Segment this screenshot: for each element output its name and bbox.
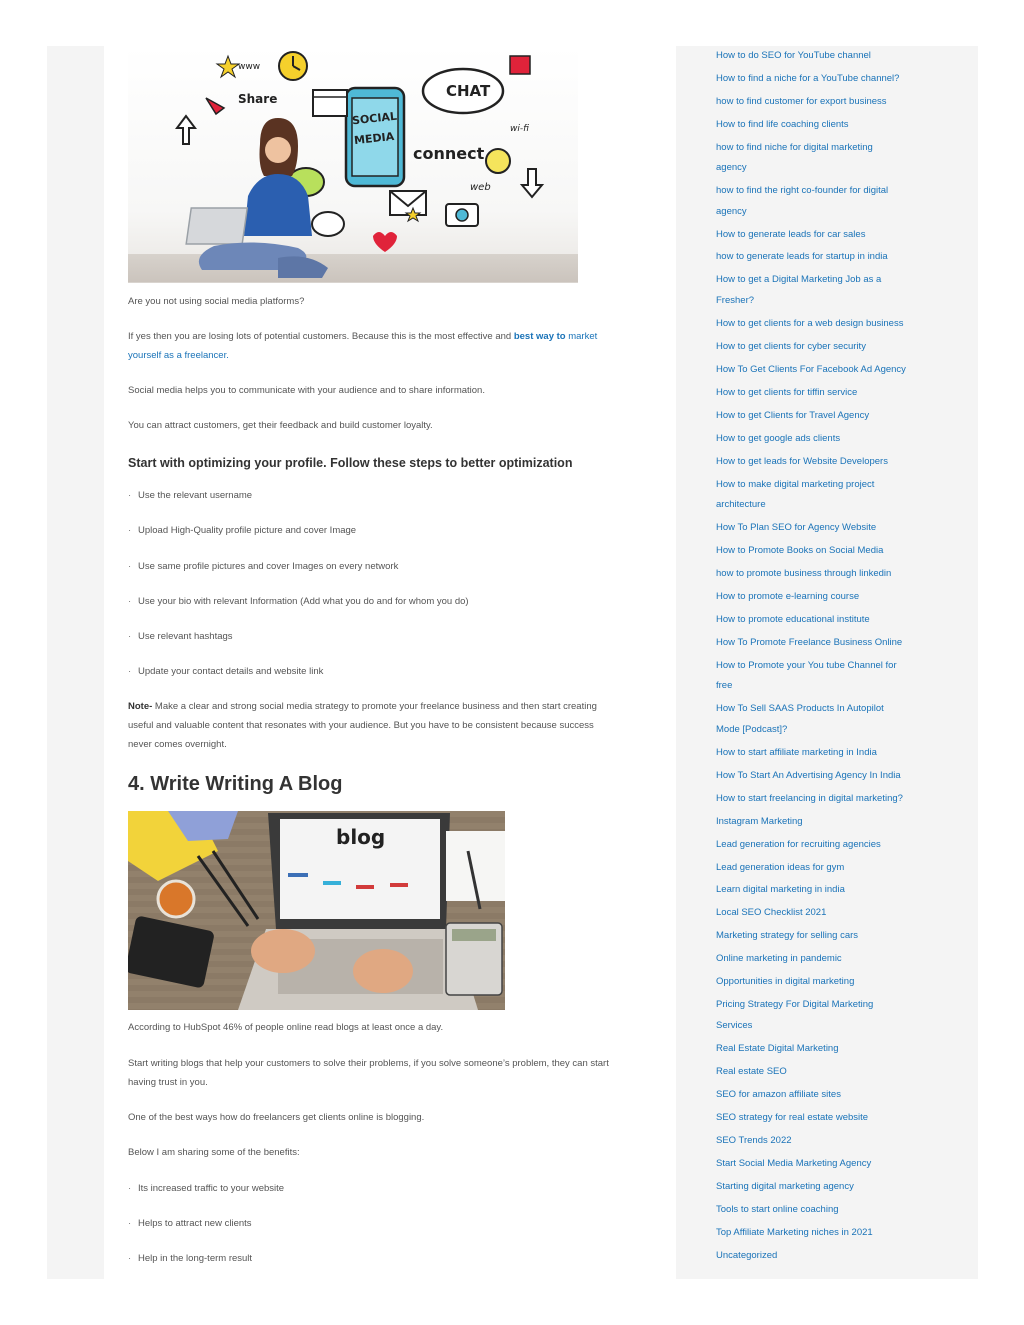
paragraph-not-using-social: Are you not using social media platforms? xyxy=(128,296,305,307)
sidebar-category-link[interactable]: How to get clients for tiffin service xyxy=(716,387,858,398)
sidebar-category-link[interactable]: How to get Clients for Travel Agency xyxy=(716,410,870,421)
sidebar-category-link[interactable]: How to start affiliate marketing in India xyxy=(716,747,877,758)
left-gutter xyxy=(47,46,104,1279)
sidebar-category-link[interactable]: Instagram Marketing xyxy=(716,816,803,827)
category-sidebar xyxy=(676,46,978,1279)
list-item: · Update your contact details and website link xyxy=(128,666,324,677)
sidebar-category-link[interactable]: how to find customer for export business xyxy=(716,96,887,107)
sidebar-category-link[interactable]: SEO for amazon affiliate sites xyxy=(716,1089,841,1100)
hero-word-connect: connect xyxy=(413,144,485,163)
hero-word-web: web xyxy=(470,182,491,193)
sidebar-category-link[interactable]: agency xyxy=(716,162,747,173)
sidebar-category-link[interactable]: Lead generation ideas for gym xyxy=(716,862,845,873)
sidebar-category-link[interactable]: architecture xyxy=(716,499,766,510)
paragraph-best-ways: One of the best ways how do freelancers get clients online is blogging. xyxy=(128,1112,425,1123)
sidebar-category-link[interactable]: Real estate SEO xyxy=(716,1066,787,1077)
write-blog-heading: 4. Write Writing A Blog xyxy=(128,773,343,795)
list-item: · Help in the long-term result xyxy=(128,1253,253,1264)
hero-word-www: www xyxy=(238,62,261,72)
list-item: · Use your bio with relevant Information (Add what you do and for whom you do) xyxy=(128,596,469,607)
sidebar-category-link[interactable]: How to generate leads for car sales xyxy=(716,229,866,240)
sidebar-category-link[interactable]: Starting digital marketing agency xyxy=(716,1181,854,1192)
blog-screen-word: blog xyxy=(336,825,386,849)
hero-word-social: SOCIAL xyxy=(351,109,398,128)
sidebar-category-link[interactable]: How to do SEO for YouTube channel xyxy=(716,50,871,61)
best-way-link[interactable]: best way to xyxy=(513,331,566,342)
sidebar-category-link[interactable]: Pricing Strategy For Digital Marketing xyxy=(716,999,874,1010)
paragraph-losing-customers: If yes then you are losing lots of potential customers. Because this is the most effective and best way to market yourself as a freelancer. xyxy=(128,331,598,361)
sidebar-category-link[interactable]: Lead generation for recruiting agencies xyxy=(716,839,881,850)
sidebar-category-link[interactable]: Opportunities in digital marketing xyxy=(716,976,855,987)
sidebar-category-link[interactable]: How To Start An Advertising Agency In India xyxy=(716,770,901,781)
sidebar-category-link[interactable]: How to find life coaching clients xyxy=(716,119,849,130)
sidebar-category-link[interactable]: How to make digital marketing project xyxy=(716,479,875,490)
paragraph-hubspot-stat: According to HubSpot 46% of people online read blogs at least once a day. xyxy=(128,1022,444,1033)
sidebar-category-link[interactable]: Real Estate Digital Marketing xyxy=(716,1043,839,1054)
sidebar-category-link[interactable]: Services xyxy=(716,1020,753,1031)
profile-optimization-heading: Start with optimizing your profile. Follow these steps to better optimization xyxy=(128,456,573,470)
sidebar-category-link[interactable]: Top Affiliate Marketing niches in 2021 xyxy=(716,1227,873,1238)
sidebar-category-link[interactable]: How to Promote Books on Social Media xyxy=(716,545,884,556)
sidebar-category-link[interactable]: Uncategorized xyxy=(716,1250,778,1261)
paragraph-start-writing: Start writing blogs that help your customers to solve their problems, if you solve someone’s problem, they can start having trust in you. xyxy=(128,1058,609,1088)
sidebar-category-link[interactable]: Online marketing in pandemic xyxy=(716,953,842,964)
sidebar-category-link[interactable]: how to find the right co-founder for digital xyxy=(716,185,889,196)
paragraph-attract-customers: You can attract customers, get their feedback and build customer loyalty. xyxy=(128,420,433,431)
sidebar-category-link[interactable]: How To Plan SEO for Agency Website xyxy=(716,522,877,533)
sidebar-category-link[interactable]: How to get clients for a web design business xyxy=(716,318,904,329)
sidebar-category-link[interactable]: How to promote educational institute xyxy=(716,614,870,625)
note-paragraph: Note- Make a clear and strong social media strategy to promote your freelance business and then start creating useful and valuable content that resonates with your audience. But you have to be consistent because success never comes overnight. xyxy=(128,701,597,750)
sidebar-category-link[interactable]: How To Sell SAAS Products In Autopilot xyxy=(716,703,884,714)
sidebar-category-link[interactable]: Marketing strategy for selling cars xyxy=(716,930,859,941)
list-item: · Upload High-Quality profile picture and cover Image xyxy=(128,525,357,536)
sidebar-category-link[interactable]: How to promote e-learning course xyxy=(716,591,860,602)
sidebar-category-link[interactable]: How to get clients for cyber security xyxy=(716,341,866,352)
note-label: Note- xyxy=(128,701,153,712)
sidebar-category-link[interactable]: Start Social Media Marketing Agency xyxy=(716,1158,872,1169)
sidebar-category-link[interactable]: Fresher? xyxy=(716,295,755,306)
list-item: · Use same profile pictures and cover Images on every network xyxy=(128,561,399,572)
hero-word-share: Share xyxy=(238,92,278,106)
sidebar-category-link[interactable]: agency xyxy=(716,206,747,217)
sidebar-category-link[interactable]: Mode [Podcast]? xyxy=(716,724,788,735)
sidebar-category-link[interactable]: Tools to start online coaching xyxy=(716,1204,839,1215)
blog-laptop-graphic xyxy=(128,811,505,1010)
hero-word-media: MEDIA xyxy=(353,129,395,148)
sidebar-category-link[interactable]: Learn digital marketing in india xyxy=(716,884,845,895)
list-item: · Its increased traffic to your website xyxy=(128,1183,285,1194)
sidebar-category-link[interactable]: how to promote business through linkedin xyxy=(716,568,892,579)
social-media-doodle-graphic xyxy=(128,46,578,283)
paragraph-benefits-intro: Below I am sharing some of the benefits: xyxy=(128,1147,300,1158)
list-item: · Use the relevant username xyxy=(128,490,253,501)
sidebar-category-link[interactable]: How to get leads for Website Developers xyxy=(716,456,888,467)
list-item: · Helps to attract new clients xyxy=(128,1218,252,1229)
sidebar-category-link[interactable]: How to Promote your You tube Channel for xyxy=(716,660,897,671)
blog-laptop-image xyxy=(128,811,505,1010)
sidebar-category-link[interactable]: How to find a niche for a YouTube channel? xyxy=(716,73,900,84)
social-media-hero-image xyxy=(128,46,578,283)
hero-word-wifi: wi-fi xyxy=(510,124,529,134)
sidebar-category-link[interactable]: how to find niche for digital marketing xyxy=(716,142,873,153)
list-item: · Use relevant hashtags xyxy=(128,631,233,642)
sidebar-category-link[interactable]: How to get a Digital Marketing Job as a xyxy=(716,274,882,285)
market-yourself-link[interactable]: market xyxy=(565,331,598,342)
sidebar-category-link[interactable]: How to get google ads clients xyxy=(716,433,841,444)
article-main xyxy=(104,46,676,1279)
sidebar-category-link[interactable]: How to start freelancing in digital marketing? xyxy=(716,793,903,804)
sidebar-category-link[interactable]: Local SEO Checklist 2021 xyxy=(716,907,827,918)
sidebar-category-link[interactable]: free xyxy=(716,680,733,691)
sidebar-category-link[interactable]: how to generate leads for startup in india xyxy=(716,251,888,262)
sidebar-category-link[interactable]: How To Promote Freelance Business Online xyxy=(716,637,903,648)
sidebar-category-link[interactable]: How To Get Clients For Facebook Ad Agency xyxy=(716,364,906,375)
market-yourself-link-cont[interactable]: yourself as a freelancer. xyxy=(128,350,229,361)
paragraph-social-helps: Social media helps you to communicate with your audience and to share information. xyxy=(128,385,485,396)
sidebar-category-link[interactable]: SEO strategy for real estate website xyxy=(716,1112,869,1123)
hero-word-chat: CHAT xyxy=(446,82,491,100)
sidebar-category-link[interactable]: SEO Trends 2022 xyxy=(716,1135,792,1146)
